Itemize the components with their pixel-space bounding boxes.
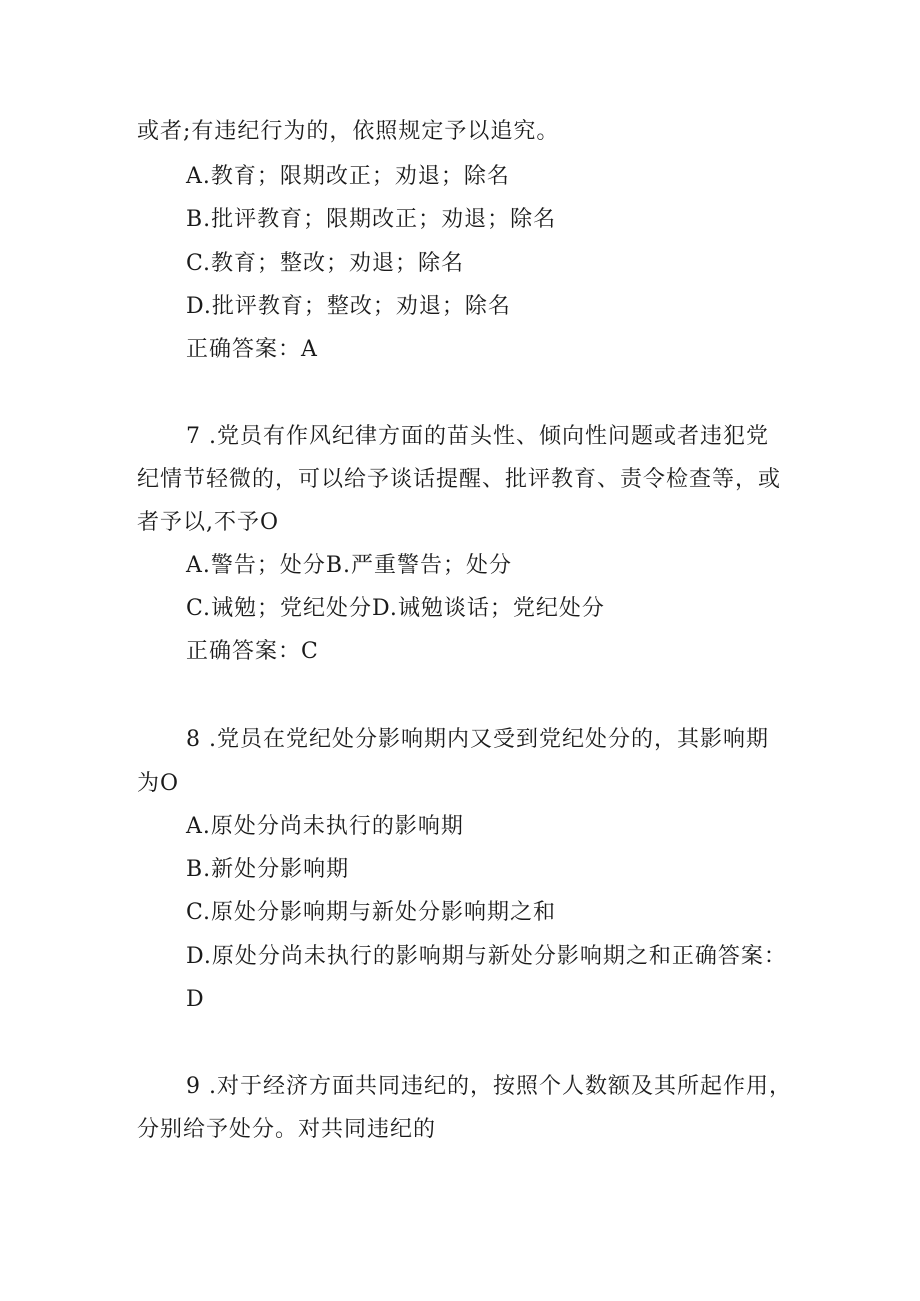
q6-answer: 正确答案：A xyxy=(186,337,318,362)
intro-tail-text: 或者;有违纪行为的，依照规定予以追究。 xyxy=(137,119,560,144)
q6-option-b: B.批评教育；限期改正；劝退；除名 xyxy=(186,207,557,232)
q8-option-c: C.原处分影响期与新处分影响期之和 xyxy=(186,900,557,925)
q7-stem-line-2: 纪情节轻微的，可以给予谈话提醒、批评教育、责令检查等，或 xyxy=(137,467,782,492)
q8-option-b: B.新处分影响期 xyxy=(186,857,350,882)
q8-option-d-with-answer-label: D.原处分尚未执行的影响期与新处分影响期之和正确答案： xyxy=(186,944,787,969)
q6-option-a: A.教育；限期改正；劝退；除名 xyxy=(186,164,510,189)
q6-option-d: D.批评教育；整改；劝退；除名 xyxy=(186,294,511,319)
q7-stem-line-1: 7 .党员有作风纪律方面的苗头性、倾向性问题或者违犯党 xyxy=(186,424,769,449)
q8-stem-line-1: 8 .党员在党纪处分影响期内又受到党纪处分的，其影响期 xyxy=(186,727,769,752)
q9-stem-line-2: 分别给予处分。对共同违纪的 xyxy=(137,1117,437,1142)
q7-stem-line-3: 者予以,不予O xyxy=(137,510,280,535)
q8-option-a: A.原处分尚未执行的影响期 xyxy=(186,814,464,839)
q8-answer-value: D xyxy=(186,987,205,1012)
q6-option-c: C.教育；整改；劝退；除名 xyxy=(186,251,465,276)
q7-answer: 正确答案：C xyxy=(186,639,319,664)
q7-options-line-2: C.诫勉；党纪处分D.诫勉谈话；党纪处分 xyxy=(186,596,605,621)
q7-options-line-1: A.警告；处分B.严重警告；处分 xyxy=(186,553,513,578)
q9-stem-line-1: 9 .对于经济方面共同违纪的，按照个人数额及其所起作用， xyxy=(186,1074,792,1099)
q8-stem-line-2: 为O xyxy=(137,771,180,796)
